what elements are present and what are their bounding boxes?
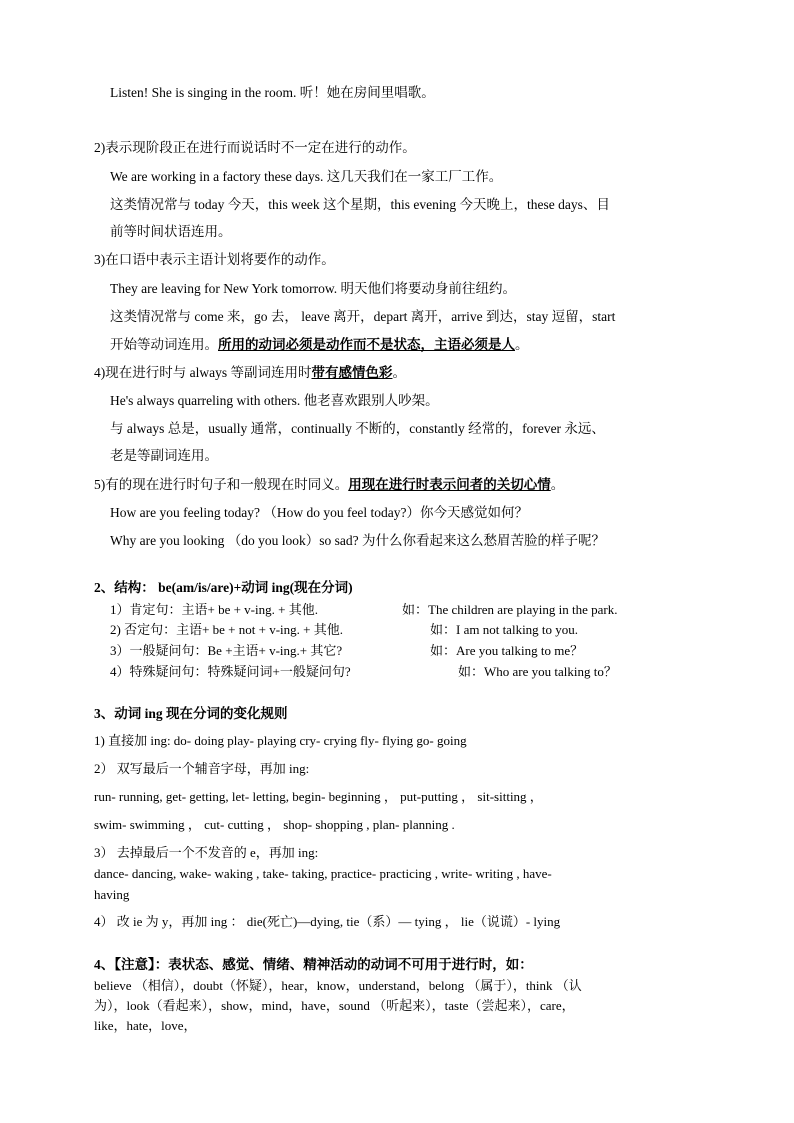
note-text: 开始等动词连用。	[110, 337, 218, 352]
rule-3-examples-cont: having	[94, 887, 130, 902]
note-adverbs: 与 always 总是，usually 通常，continually 不断的，constantly 经常的，forever 永远、	[110, 421, 605, 436]
structure-wh-question: 4）特殊疑问句：特殊疑问词+一般疑问句?	[110, 664, 351, 679]
point-2-heading: 2)表示现阶段正在进行而说话时不一定在进行的动作。	[94, 140, 416, 155]
rule-2-examples-a: run- running, get- getting, let- letting, begin- beginning ， put-putting ， sit-sitting ，	[94, 789, 543, 804]
structure-negative: 2) 否定句：主语+ be + not + v-ing. + 其他.	[110, 622, 343, 637]
note-punct: 。	[515, 337, 529, 352]
point-4-heading	[94, 363, 406, 383]
stative-verbs-line-2: 为），look（看起来），show，mind，have，sound （听起来），taste（尝起来），care，	[94, 998, 575, 1013]
heading-punct: 。	[550, 477, 565, 492]
structure-negative-example: 如：I am not talking to you.	[430, 622, 579, 637]
structure-wh-question-example: 如：Who are you talking to？	[458, 664, 617, 679]
rule-2-examples-b: swim- swimming ， cut- cutting ， shop- shopping , plan- planning .	[94, 817, 455, 832]
section-2-heading: 2、结构： be(am/is/are)+动词 ing(现在分词)	[94, 580, 353, 595]
structure-affirmative-example: 如：The children are playing in the park.	[402, 602, 618, 617]
heading-text: 4)现在进行时与 always 等副词连用时	[94, 365, 312, 380]
note-motion-verbs: 这类情况常与 come 来，go 去， leave 离开，depart 离开，arrive 到达，stay 逗留，start	[110, 309, 616, 324]
rule-1: 1) 直接加 ing: do- doing play- playing cry- crying fly- flying go- going	[94, 733, 467, 748]
example-quarreling: He's always quarreling with others. 他老喜欢跟别人吵架。	[110, 393, 439, 408]
structure-affirmative: 1）肯定句：主语+ be + v-ing. + 其他.	[110, 602, 318, 617]
note-time-adverbials: 这类情况常与 today 今天，this week 这个星期，this evening 今天晚上，these days、目	[110, 197, 610, 212]
rule-3-examples: dance- dancing, wake- waking , take- taking, practice- practicing , write- writing , have-	[94, 866, 552, 881]
section-4-heading: 4、【注意】：表状态、感觉、情绪、精神活动的动词不可用于进行时，如：	[94, 957, 533, 972]
heading-text: 5)有的现在进行时句子和一般现在时同义。	[94, 477, 349, 492]
emphasis-text: 所用的动词必须是动作而不是状态，主语必须是人	[218, 337, 515, 352]
structure-yes-no-example: 如：Are you talking to me？	[430, 643, 584, 658]
stative-verbs-line-1: believe （相信），doubt（怀疑），hear，know，understand，belong （属于），think （认	[94, 978, 582, 993]
emphasis-text: 用现在进行时表示问者的关切心情	[348, 477, 551, 492]
example-looking: Why are you looking （do you look）so sad? 为什么你看起来这么愁眉苦脸的样子呢？	[110, 533, 605, 548]
note-motion-verbs-cont	[110, 335, 529, 355]
example-working: We are working in a factory these days. 这几天我们在一家工厂工作。	[110, 169, 503, 184]
note-time-adverbials-cont: 前等时间状语连用。	[110, 224, 232, 239]
example-leaving: They are leaving for New York tomorrow. 明天他们将要动身前往纽约。	[110, 281, 516, 296]
note-adverbs-cont: 老是等副词连用。	[110, 448, 218, 463]
rule-3: 3） 去掉最后一个不发音的 e，再加 ing:	[94, 845, 319, 860]
heading-punct: 。	[392, 365, 406, 380]
point-5-heading	[94, 475, 564, 495]
stative-verbs-line-3: like，hate，love，	[94, 1018, 197, 1033]
emphasis-text: 带有感情色彩	[311, 365, 393, 380]
section-3-heading: 3、动词 ing 现在分词的变化规则	[94, 706, 288, 721]
point-3-heading: 3)在口语中表示主语计划将要作的动作。	[94, 252, 335, 267]
structure-yes-no: 3）一般疑问句：Be +主语+ v-ing.+ 其它?	[110, 643, 343, 658]
example-feeling: How are you feeling today? （How do you feel today?）你今天感觉如何？	[110, 505, 529, 520]
rule-2: 2） 双写最后一个辅音字母，再加 ing:	[94, 761, 310, 776]
example-listen: Listen! She is singing in the room. 听！她在房间里唱歌。	[110, 85, 435, 100]
rule-4: 4） 改 ie 为 y，再加 ing ： die(死亡)—dying, tie（系）— tying ， lie（说谎）- lying	[94, 914, 561, 929]
